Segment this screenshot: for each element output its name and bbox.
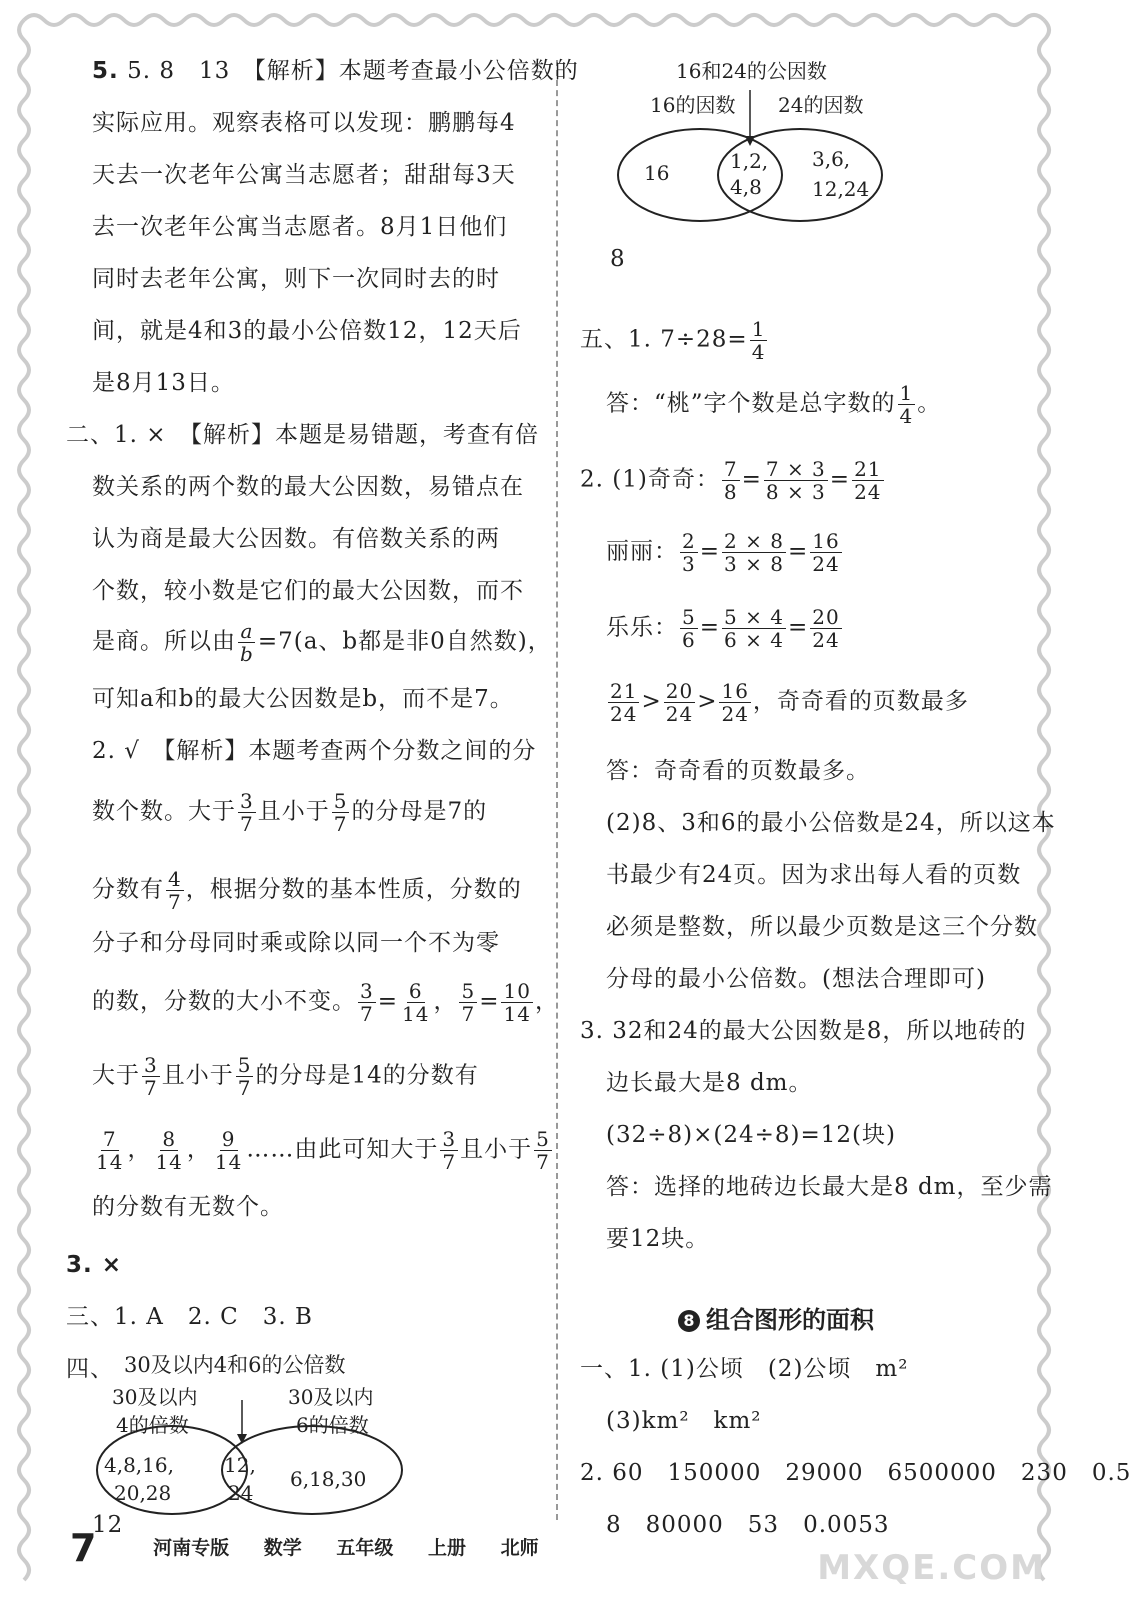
text-line: 答：选择的地砖边长最大是8 dm，至少需 (606, 1174, 1053, 1200)
venn-right-label: 30及以内 (288, 1385, 374, 1409)
fraction: $\frac{3}{7}$ (442, 1127, 457, 1174)
fraction: $\frac{5}{7}$ (536, 1127, 550, 1174)
text-line: 答：奇奇看的页数最多。 (606, 758, 870, 784)
fraction: $\frac{20}{24}$ (665, 679, 694, 726)
text-line: 是8月13日。 (92, 370, 235, 396)
venn-right-label: 24的因数 (778, 93, 864, 117)
fraction: $\frac{2}{3}$ (682, 529, 696, 576)
text-line: 四、 (66, 1356, 114, 1382)
text-line: 数关系的两个数的最大公因数，易错点在 (92, 474, 524, 500)
text-line: 实际应用。观察表格可以发现：鹏鹏每4 (92, 110, 516, 136)
venn-mid-values: 4,8 (730, 175, 762, 199)
text-line: $\frac{7}{14}$ ， $\frac{8}{14}$ ， $\frac{9}{14}$ ……由此可知大于 $\frac{3}{7}$ 且小于 $\frac{5}{7}$ (96, 1127, 550, 1174)
fraction: $\frac{1}{4}$ (751, 317, 766, 364)
text-line: 五、1. 7÷28= $\frac{1}{4}$ (580, 317, 766, 364)
text-line: 2. 60 150000 29000 6500000 230 0.5 (580, 1460, 1131, 1486)
venn-title: 30及以内4和6的公倍数 (124, 1353, 346, 1377)
text-line: 5. 5. 8 13 【解析】本题考查最小公倍数的 (92, 58, 579, 84)
footer-subject: 数学 (263, 1536, 302, 1559)
text-line: 要12块。 (606, 1226, 710, 1252)
text-line: 大于 $\frac{3}{7}$ 且小于 $\frac{5}{7}$ 的分母是14的分数有 (92, 1053, 479, 1100)
footer-publisher: 北师 (500, 1536, 539, 1559)
text-line: $\frac{21}{24}$ > $\frac{20}{24}$ > $\frac{16}{24}$ ，奇奇看的页数最多 (610, 679, 969, 726)
text-line: 可知a和b的最大公因数是b，而不是7。 (92, 686, 514, 712)
fraction: $\frac{7}{14}$ (96, 1127, 124, 1174)
fraction: $\frac{3}{7}$ (360, 979, 374, 1026)
text-line: 3. 32和24的最大公因数是8，所以地砖的 (580, 1018, 1027, 1044)
fraction: $\frac{5}{7}$ (333, 789, 348, 836)
section-title: 组合图形的面积 (706, 1306, 874, 1334)
section-heading (678, 1300, 874, 1335)
text-line: (32÷8)×(24÷8)=12(块) (606, 1122, 896, 1148)
text-line: 3. × (66, 1252, 123, 1278)
fraction: $\frac{21}{24}$ (854, 457, 882, 504)
text-line: 8 80000 53 0.0053 (606, 1512, 890, 1538)
text-line: 分母的最小公倍数。(想法合理即可) (606, 966, 986, 992)
venn-right-values: 12,24 (812, 177, 870, 201)
fraction: $\frac{5}{7}$ (461, 979, 476, 1026)
venn-left-values: 20,28 (114, 1481, 172, 1505)
page-number: 7 (70, 1526, 97, 1570)
column-divider (556, 60, 558, 1520)
footer-volume: 上册 (428, 1536, 467, 1559)
fraction: $\frac{9}{14}$ (214, 1127, 243, 1174)
fraction: $\frac{4}{7}$ (168, 867, 182, 914)
fraction: $\frac{7}{8}$ (723, 457, 738, 504)
fraction: $\frac{6}{14}$ (402, 979, 430, 1026)
text-line: 乐乐： $\frac{5}{6}$ = $\frac{5 \times 4}{6 \times 4}$ = $\frac{20}{24}$ (606, 605, 840, 652)
fraction: $\frac{3}{7}$ (240, 789, 254, 836)
text-line: (3)km² km² (606, 1408, 762, 1434)
fraction: $\frac{21}{24}$ (610, 679, 638, 726)
fraction: $\frac{2 \times 8}{3 \times 8}$ (724, 529, 784, 576)
text-line: 天去一次老年公寓当志愿者；甜甜每3天 (92, 162, 516, 188)
text-line: 个数，较小数是它们的最大公因数，而不 (92, 578, 524, 604)
venn-right-label: 6的倍数 (296, 1413, 369, 1437)
text-line: 二、1. × 【解析】本题是易错题，考查有倍 (66, 422, 540, 448)
text-line: 2. (1)奇奇： $\frac{7}{8}$ = $\frac{7 \times 3}{8 \times 3}$ = $\frac{21}{24}$ (580, 457, 882, 504)
venn-mid-values: 1,2, (730, 149, 769, 173)
text-line: 边长最大是8 dm。 (606, 1070, 813, 1096)
venn-title: 16和24的公因数 (676, 59, 827, 83)
text-line: 2. √ 【解析】本题考查两个分数之间的分 (92, 738, 537, 764)
text-line: 丽丽： $\frac{2}{3}$ = $\frac{2 \times 8}{3 \times 8}$ = $\frac{16}{24}$ (606, 529, 840, 576)
text-line: 去一次老年公寓当志愿者。8月1日他们 (92, 214, 508, 240)
footer-grade: 五年级 (336, 1536, 394, 1559)
venn-mid-values: 12, (224, 1453, 256, 1477)
fraction: $\frac{5}{7}$ (237, 1053, 252, 1100)
fraction: $\frac{1}{4}$ (899, 381, 914, 428)
fraction: $\frac{16}{24}$ (721, 679, 749, 726)
fraction: $\frac{20}{24}$ (812, 605, 840, 652)
page-footer (70, 1526, 567, 1570)
venn-left-values: 4,8,16, (104, 1453, 174, 1477)
text-line: (2)8、3和6的最小公倍数是24，所以这本 (606, 810, 1056, 836)
venn-right-values: 3,6, (812, 147, 851, 171)
text-line: 同时去老年公寓，则下一次同时去的时 (92, 266, 500, 292)
text-line: 的分数有无数个。 (92, 1194, 284, 1220)
fraction: $\frac{5 \times 4}{6 \times 4}$ (724, 605, 784, 652)
fraction: $\frac{16}{24}$ (812, 529, 840, 576)
fraction: $\frac{a}{b}$ (240, 619, 254, 666)
text-line: 数个数。大于 $\frac{3}{7}$ 且小于 $\frac{5}{7}$ 的分母是7的 (92, 789, 488, 836)
section-number-badge: 8 (678, 1310, 700, 1332)
text-line: 一、1. (1)公顷 (2)公顷 m² (580, 1356, 909, 1382)
text-line: 分数有 $\frac{4}{7}$ ，根据分数的基本性质，分数的 (92, 867, 522, 914)
answer: 8 (610, 246, 626, 272)
fraction: $\frac{3}{7}$ (144, 1053, 158, 1100)
text-line: 是商。所以由 $\frac{a}{b}$ =7(a、b都是非0自然数)， (92, 619, 552, 666)
fraction: $\frac{5}{6}$ (682, 605, 696, 652)
text-line: 必须是整数，所以最少页数是这三个分数 (606, 914, 1038, 940)
venn-mid-values: 24 (228, 1481, 254, 1505)
fraction: $\frac{10}{14}$ (503, 979, 531, 1026)
venn-left-label: 30及以内 (112, 1385, 198, 1409)
text-line: 书最少有24页。因为求出每人看的页数 (606, 862, 1022, 888)
venn-left-label: 16的因数 (650, 93, 736, 117)
footer-edition: 河南专版 (153, 1536, 230, 1559)
text-line: 间，就是4和3的最小公倍数12，12天后 (92, 318, 522, 344)
fraction: $\frac{7 \times 3}{8 \times 3}$ (765, 457, 826, 504)
fraction: $\frac{8}{14}$ (155, 1127, 183, 1174)
venn-left-label: 4的倍数 (116, 1413, 189, 1437)
venn-right-values: 6,18,30 (290, 1467, 367, 1491)
venn-left-values: 16 (644, 161, 670, 185)
text-line: 答：“桃”字个数是总字数的 $\frac{1}{4}$ 。 (606, 381, 942, 428)
text-line: 认为商是最大公因数。有倍数关系的两 (92, 526, 500, 552)
text-line: 分子和分母同时乘或除以同一个不为零 (92, 930, 500, 956)
text-line: 三、1. A 2. C 3. B (66, 1304, 313, 1330)
answer: 12 (92, 1512, 124, 1538)
text-line: 的数，分数的大小不变。 $\frac{3}{7}$ = $\frac{6}{14}$ ， $\frac{5}{7}$ = $\frac{10}{14}$ ， (92, 979, 559, 1026)
watermark: MXQE.COM (817, 1548, 1046, 1588)
